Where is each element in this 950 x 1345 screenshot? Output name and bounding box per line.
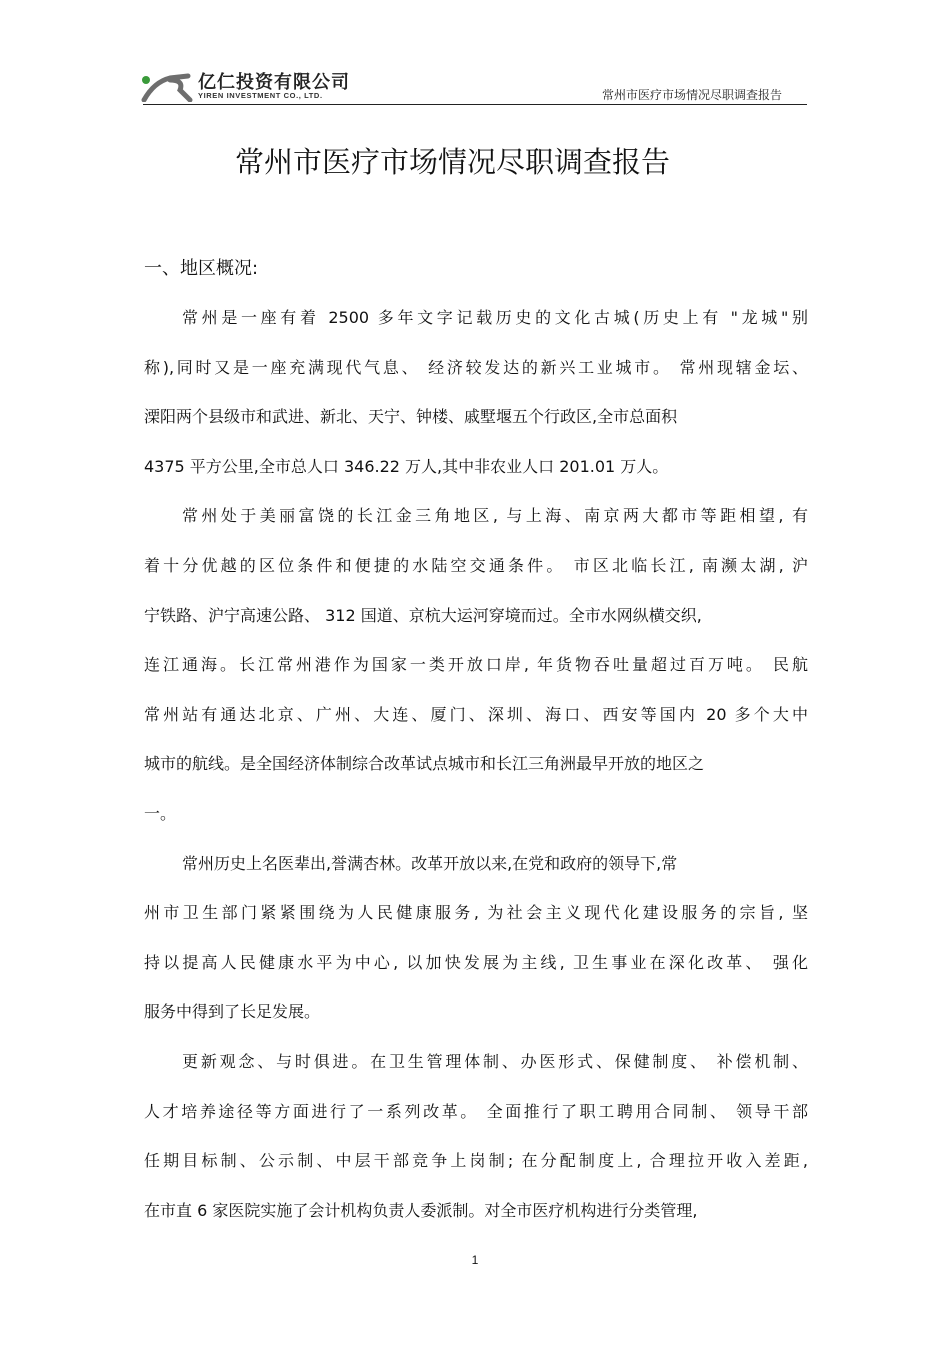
paragraph-1 <box>144 300 808 498</box>
paragraph-line: 常州处于美丽富饶的长江金三角地区, 与上海、南京两大都市等距相望, 有 <box>182 506 808 526</box>
paragraph-line: 在市直 6 家医院实施了会计机构负责人委派制。对全市医疗机构进行分类管理, <box>144 1200 698 1220</box>
paragraph-line: 称),同时又是一座充满现代气息、 经济较发达的新兴工业城市。 常州现辖金坛、 <box>144 357 808 377</box>
paragraph-line: 一。 <box>144 803 177 823</box>
paragraph-line: 溧阳两个县级市和武进、新北、天宁、钟楼、戚墅堰五个行政区,全市总面积 <box>144 407 678 427</box>
paragraph-4 <box>144 1044 808 1242</box>
paragraph-line: 城市的航线。是全国经济体制综合改革试点城市和长江三角洲最早开放的地区之 <box>144 754 705 774</box>
document-body <box>144 300 808 1242</box>
company-name-en: YIREN INVESTMENT CO., LTD. <box>198 91 323 100</box>
page-number: 1 <box>471 1253 479 1267</box>
paragraph-line: 任期目标制、公示制、中层干部竞争上岗制; 在分配制度上, 合理拉开收入差距, <box>144 1151 808 1171</box>
header-doc-title: 常州市医疗市场情况尽职调查报告 <box>601 88 782 102</box>
paragraph-3 <box>144 846 808 1044</box>
document-title: 常州市医疗市场情况尽职调查报告 <box>234 145 670 179</box>
paragraph-line: 州市卫生部门紧紧围绕为人民健康服务, 为社会主义现代化建设服务的宗旨, 坚 <box>144 903 808 923</box>
paragraph-2 <box>144 498 808 845</box>
paragraph-line: 人才培养途径等方面进行了一系列改革。 全面推行了职工聘用合同制、 领导干部 <box>144 1101 808 1121</box>
paragraph-line: 常州站有通达北京、广州、大连、厦门、深圳、海口、西安等国内 20 多个大中 <box>144 704 808 724</box>
paragraph-line: 宁铁路、沪宁高速公路、 312 国道、京杭大运河穿境而过。全市水网纵横交织, <box>144 605 702 625</box>
paragraph-line: 常州历史上名医辈出,誉满杏林。改革开放以来,在党和政府的领导下,常 <box>182 853 678 873</box>
company-name-cn: 亿仁投资有限公司 <box>198 72 350 93</box>
paragraph-line: 服务中得到了长足发展。 <box>144 1002 321 1022</box>
paragraph-line: 常州是一座有着 2500 多年文字记载历史的文化古城(历史上有 "龙城"别 <box>182 308 808 327</box>
company-logo <box>140 68 360 102</box>
paragraph-line: 4375 平方公里,全市总人口 346.22 万人,其中非农业人口 201.01 万人。 <box>144 456 669 476</box>
logo-mark-icon <box>140 68 196 102</box>
paragraph-line: 持以提高人民健康水平为中心, 以加快发展为主线, 卫生事业在深化改革、 强化 <box>144 952 808 972</box>
paragraph-line: 更新观念、与时俱进。在卫生管理体制、办医形式、保健制度、 补偿机制、 <box>182 1051 808 1071</box>
paragraph-line: 连江通海。长江常州港作为国家一类开放口岸, 年货物吞吐量超过百万吨。 民航 <box>144 655 808 675</box>
header-divider <box>143 104 807 105</box>
paragraph-line: 着十分优越的区位条件和便捷的水陆空交通条件。 市区北临长江, 南濒太湖, 沪 <box>144 555 808 575</box>
section-heading: 一、地区概况: <box>144 258 259 279</box>
